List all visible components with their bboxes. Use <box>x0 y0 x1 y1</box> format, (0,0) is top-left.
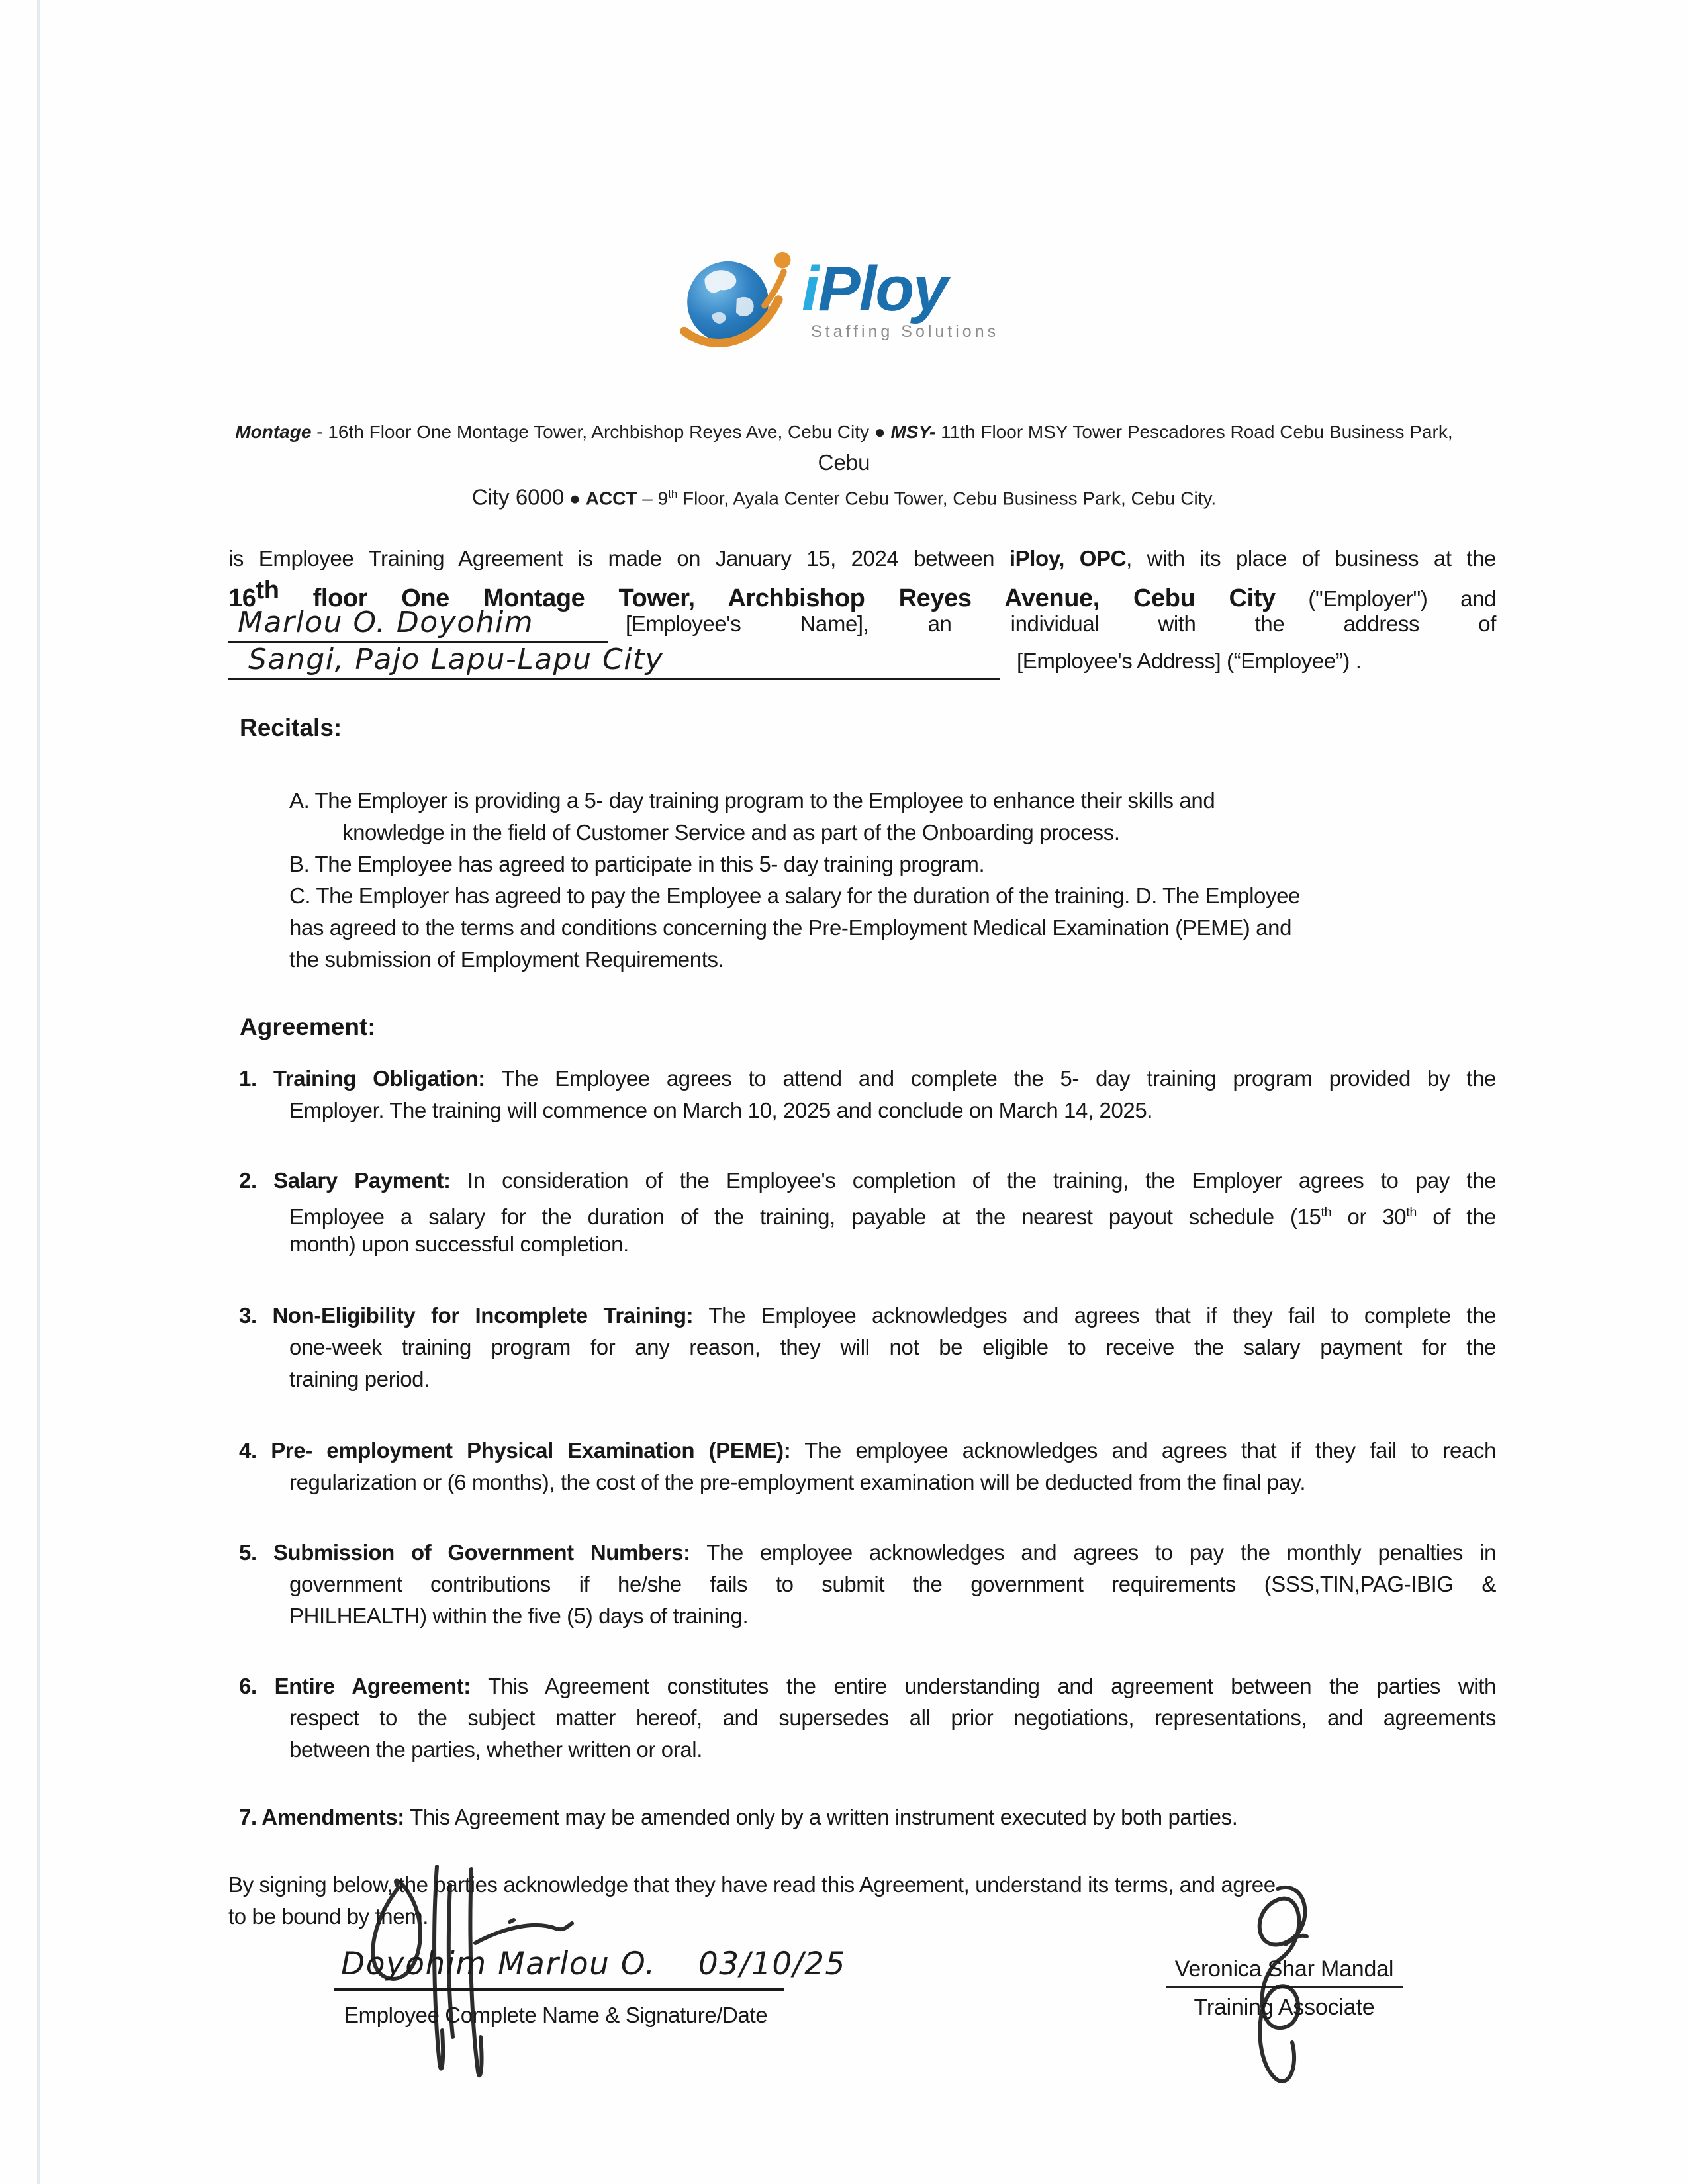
item6-line-2 <box>228 1702 1496 1734</box>
employee-address-row <box>228 643 1496 680</box>
item5-term: 5. Submission of Government Numbers: <box>239 1540 690 1565</box>
employer-address: floor One Montage Tower, Archbishop Reyes Avenue, Cebu City <box>279 584 1276 612</box>
closing-line-1: By signing below, the parties acknowledge that they have read this Agreement, understand its terms, and agree <box>228 1872 1276 1897</box>
intro-l2sup: th <box>256 576 279 604</box>
company-address <box>222 417 1466 514</box>
item3-rest: The Employee acknowledges and agrees that if they fail to complete the <box>693 1303 1496 1328</box>
item5-line-1 <box>228 1537 1496 1569</box>
address-line-2 <box>222 479 1466 514</box>
employee-signed-date: 03/10/25 <box>698 1946 846 1982</box>
item4-line-1 <box>228 1435 1496 1467</box>
item3-l2: one-week training program for any reason, they will not be eligible to receive the salary payment for the <box>289 1335 1496 1359</box>
employer-name: iPloy, OPC <box>1009 546 1127 570</box>
closing-line-2: to be bound by them. <box>228 1904 429 1929</box>
item5-line-2 <box>228 1569 1496 1600</box>
item3-line-2 <box>228 1332 1496 1363</box>
item1-line-2: Employer. The training will commence on March 10, 2025 and conclude on March 14, 2025. <box>289 1098 1153 1122</box>
address-msy: MSY- <box>890 422 936 442</box>
address-line-1 <box>222 417 1466 479</box>
recital-b: B. The Employee has agreed to participate in this 5- day training program. <box>289 852 985 876</box>
item3-line-3: training period. <box>289 1367 430 1391</box>
address-text-2: 11th Floor MSY Tower Pescadores Road Cebu Business Park, <box>935 422 1453 442</box>
item2-line-1 <box>228 1165 1496 1197</box>
item1-term: 1. Training Obligation: <box>239 1066 485 1091</box>
item1-rest: The Employee agrees to attend and complete the 5- day training program provided by the <box>485 1066 1496 1091</box>
intro-line-1 <box>228 543 1496 574</box>
employee-signature-scribble <box>357 1865 576 2090</box>
intro-l1a: is Employee Training Agreement is made on January 15, 2024 between <box>228 546 1009 570</box>
intro-l1c: , with its place of business at the <box>1126 546 1496 570</box>
item1-line-1 <box>228 1063 1496 1095</box>
intro-l4: [Employee's Address] (“Employee”) . <box>1017 649 1362 673</box>
item3-line-1 <box>228 1300 1496 1332</box>
intro-line-4 <box>1017 645 1496 680</box>
employee-name-row <box>228 606 1496 643</box>
address-sup: th <box>668 488 678 500</box>
globe-icon <box>679 240 798 359</box>
address-bullet: ● <box>564 488 586 509</box>
company-logo <box>679 240 999 359</box>
item2-rest: In consideration of the Employee's completion of the training, the Employer agrees to pay the <box>450 1168 1496 1193</box>
address-cebu: Cebu <box>818 450 870 475</box>
item5-l2: government contributions if he/she fails to submit the government requirements (SSS,TIN,PAG-IBIG & <box>289 1572 1496 1596</box>
item7-line-1 <box>228 1801 1496 1833</box>
trainer-name: Veronica Shar Mandal <box>1099 1956 1470 1988</box>
recitals-heading: Recitals: <box>240 714 342 741</box>
intro-l2a: 16 <box>228 584 256 612</box>
intro-l3: [Employee's Name], an individual with the address of <box>626 612 1496 636</box>
item6-line-3: between the parties, whether written or oral. <box>289 1737 703 1762</box>
item7-term: 7. Amendments: <box>239 1805 404 1829</box>
item6-rest: This Agreement constitutes the entire understanding and agreement between the parties with <box>470 1674 1496 1698</box>
employee-name-handwritten: Marlou O. Doyohim <box>238 606 534 639</box>
agreement-item-5 <box>228 1537 1496 1632</box>
recital-c-line-2: has agreed to the terms and conditions concerning the Pre-Employment Medical Examination (PEME) and <box>289 915 1292 940</box>
item5-rest: The employee acknowledges and agrees to pay the monthly penalties in <box>690 1540 1496 1565</box>
recital-c-line-1: C. The Employer has agreed to pay the Employee a salary for the duration of the training. D. The Employee <box>289 884 1300 908</box>
agreement-item-6 <box>228 1670 1496 1766</box>
agreement-item-3 <box>228 1300 1496 1395</box>
item6-term: 6. Entire Agreement: <box>239 1674 471 1698</box>
address-acct: ACCT <box>585 488 637 509</box>
item4-rest: The employee acknowledges and agrees that if they fail to reach <box>790 1438 1496 1463</box>
employee-signed-name: Doyohim Marlou O. <box>341 1946 656 1982</box>
scan-artifact-line <box>37 0 40 2184</box>
item2-term: 2. Salary Payment: <box>239 1168 451 1193</box>
employee-signature-label: Employee Complete Name & Signature/Date <box>344 2003 768 2027</box>
employee-address-handwritten: Sangi, Pajo Lapu-Lapu City <box>248 643 664 676</box>
item7-rest: This Agreement may be amended only by a written instrument executed by both parties. <box>404 1805 1238 1829</box>
brand-name <box>802 253 999 324</box>
employee-address-field <box>228 643 1000 680</box>
recital-c-line-3: the submission of Employment Requirements. <box>289 947 724 972</box>
recital-a-line-1: A. The Employer is providing a 5- day training program to the Employee to enhance their skills and <box>289 788 1215 813</box>
agreement-item-2 <box>228 1165 1496 1260</box>
agreement-heading: Agreement: <box>240 1013 376 1040</box>
item6-l2: respect to the subject matter hereof, and supersedes all prior negotiations, representations, and agreements <box>289 1706 1496 1730</box>
item4-line-2: regularization or (6 months), the cost of the pre-employment examination will be deducted from the final pay. <box>289 1470 1306 1494</box>
item2-sup1: th <box>1321 1205 1332 1220</box>
item5-line-3: PHILHEALTH) within the five (5) days of training. <box>289 1604 749 1628</box>
item2-l2a: Employee a salary for the duration of the training, payable at the nearest payout schedule (15 <box>289 1205 1321 1229</box>
item2-line-3: month) upon successful completion. <box>289 1232 629 1256</box>
address-city: City 6000 <box>471 484 565 510</box>
agreement-item-7 <box>228 1801 1496 1833</box>
item6-line-1 <box>228 1670 1496 1702</box>
logo-text <box>802 253 1000 341</box>
item3-term: 3. Non-Eligibility for Incomplete Training: <box>239 1303 694 1328</box>
address-text-1: - 16th Floor One Montage Tower, Archbishop Reyes Ave, Cebu City ● <box>311 422 891 442</box>
address-text-4: Floor, Ayala Center Cebu Tower, Cebu Business Park, Cebu City. <box>677 488 1217 509</box>
brand-i: i <box>802 253 818 324</box>
item4-term: 4. Pre- employment Physical Examination (PEME): <box>239 1438 791 1463</box>
brand-rest: Ploy <box>818 253 947 324</box>
recitals-list <box>228 785 1496 976</box>
agreement-item-4 <box>228 1435 1496 1498</box>
employee-name-field <box>228 606 608 643</box>
intro-line-2 <box>228 574 1496 612</box>
address-text-3: – 9 <box>637 488 669 509</box>
item2-l2c: of the <box>1416 1205 1496 1229</box>
intro-line-3 <box>626 608 1496 643</box>
intro-paragraph <box>228 543 1496 680</box>
brand-tagline: Staffing Solutions <box>811 322 1000 341</box>
address-montage: Montage <box>235 422 312 442</box>
item2-line-2 <box>228 1197 1496 1228</box>
agreement-item-1 <box>228 1063 1496 1126</box>
item2-sup2: th <box>1406 1205 1417 1220</box>
item2-l2b: or 30 <box>1331 1205 1407 1229</box>
intro-l2c: ("Employer") and <box>1275 586 1496 611</box>
trainer-title: Training Associate <box>1194 1995 1375 2020</box>
recital-a-line-2: knowledge in the field of Customer Service and as part of the Onboarding process. <box>342 820 1120 844</box>
trainer-signature-scribble <box>1237 1881 1329 2099</box>
